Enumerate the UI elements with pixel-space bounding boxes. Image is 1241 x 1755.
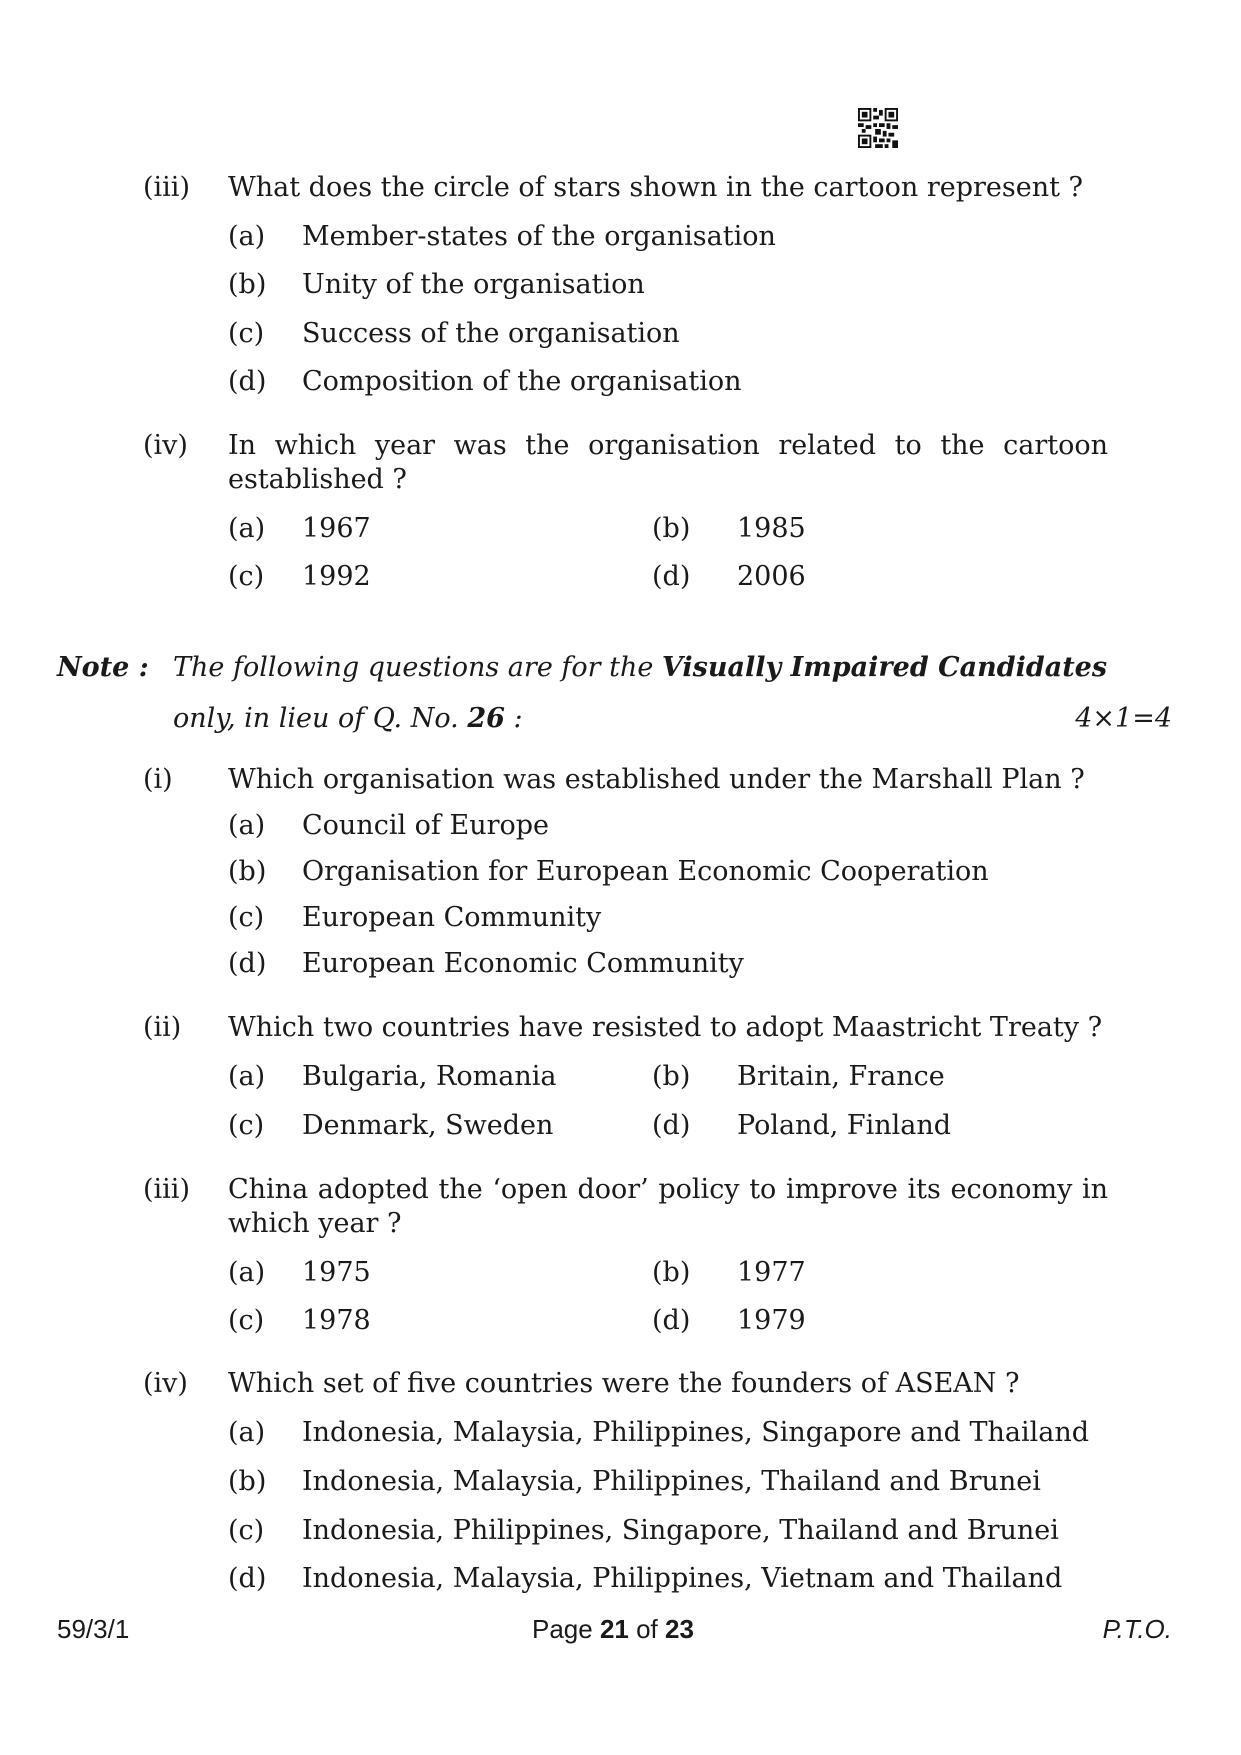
option-text: 1967: [302, 513, 371, 544]
option-label: (c): [228, 318, 265, 349]
option-label: (b): [652, 1061, 691, 1092]
note-emphasis: Visually Impaired Candidates: [661, 652, 1108, 683]
note-text: only, in lieu of Q. No.: [173, 703, 468, 734]
marks-allocation: 4×1=4: [1075, 703, 1172, 734]
question-text: What does the circle of stars shown in the cartoon represent ?: [228, 172, 1084, 203]
option-label: (c): [228, 1110, 265, 1141]
option-label: (b): [652, 513, 691, 544]
page-label: Page: [532, 1614, 600, 1644]
option-text: 1979: [737, 1305, 806, 1336]
option-label: (c): [228, 561, 265, 592]
page-number: 21: [599, 1614, 629, 1644]
option-text: Indonesia, Malaysia, Philippines, Singapore and Thailand: [302, 1417, 1090, 1448]
option-text: European Community: [302, 902, 602, 933]
option-text: Poland, Finland: [737, 1110, 952, 1141]
option-text: 1978: [302, 1305, 371, 1336]
option-text: Member-states of the organisation: [302, 221, 776, 252]
question-text: Which two countries have resisted to adopt Maastricht Treaty ?: [228, 1012, 1103, 1043]
option-label: (a): [228, 1061, 266, 1092]
note-text: The following questions are for the: [173, 652, 662, 683]
option-text: Indonesia, Malaysia, Philippines, Vietnam and Thailand: [302, 1563, 1063, 1594]
option-text: Britain, France: [737, 1061, 945, 1092]
page-indicator: [532, 1614, 694, 1645]
option-text: Success of the organisation: [302, 318, 680, 349]
option-text: Composition of the organisation: [302, 366, 742, 397]
page-label-of: of: [628, 1614, 666, 1644]
please-turn-over: P.T.O.: [1102, 1614, 1172, 1644]
option-label: (d): [652, 561, 691, 592]
option-label: (d): [652, 1110, 691, 1141]
option-label: (c): [228, 1305, 265, 1336]
page-total: 23: [665, 1614, 694, 1644]
option-label: (b): [228, 1466, 267, 1497]
question-text-line: In which year was the organisation related to the cartoon: [228, 430, 1108, 461]
question-text-line: which year ?: [228, 1208, 402, 1239]
option-label: (d): [228, 948, 267, 979]
question-text: Which set of five countries were the founders of ASEAN ?: [228, 1368, 1020, 1399]
question-number: (iii): [143, 172, 190, 203]
qr-code-icon: [858, 108, 898, 148]
option-text: 1975: [302, 1257, 371, 1288]
option-text: 2006: [737, 561, 806, 592]
option-label: (b): [228, 856, 267, 887]
option-label: (d): [228, 1563, 267, 1594]
option-label: (d): [652, 1305, 691, 1336]
question-number: (i): [143, 764, 173, 795]
question-number: (ii): [143, 1012, 182, 1043]
option-text: Indonesia, Malaysia, Philippines, Thailand and Brunei: [302, 1466, 1041, 1497]
option-text: Bulgaria, Romania: [302, 1061, 557, 1092]
option-label: (b): [228, 269, 267, 300]
option-label: (a): [228, 221, 266, 252]
option-label: (d): [228, 366, 267, 397]
note-text: :: [504, 703, 523, 734]
option-text: Unity of the organisation: [302, 269, 645, 300]
question-text-line: established ?: [228, 464, 407, 495]
option-label: (a): [228, 1417, 266, 1448]
option-text: Denmark, Sweden: [302, 1110, 554, 1141]
option-label: (a): [228, 810, 266, 841]
option-text: 1977: [737, 1257, 806, 1288]
option-text: Council of Europe: [302, 810, 550, 841]
option-label: (a): [228, 1257, 266, 1288]
note-label: Note :: [57, 652, 149, 683]
option-text: 1985: [737, 513, 806, 544]
option-text: 1992: [302, 561, 371, 592]
option-text: Indonesia, Philippines, Singapore, Thailand and Brunei: [302, 1515, 1059, 1546]
option-label: (a): [228, 513, 266, 544]
question-number: (iv): [143, 430, 188, 461]
option-label: (b): [652, 1257, 691, 1288]
option-label: (c): [228, 902, 265, 933]
option-text: Organisation for European Economic Cooperation: [302, 856, 989, 887]
question-number: (iv): [143, 1368, 188, 1399]
question-text: Which organisation was established under the Marshall Plan ?: [228, 764, 1085, 795]
option-label: (c): [228, 1515, 265, 1546]
note-line-2: [173, 703, 523, 734]
option-text: European Economic Community: [302, 948, 744, 979]
question-text-line: China adopted the ‘open door’ policy to improve its economy in: [228, 1174, 1108, 1205]
question-ref: 26: [467, 703, 505, 734]
paper-code: 59/3/1: [57, 1614, 130, 1644]
question-number: (iii): [143, 1174, 190, 1205]
note-line-1: [173, 652, 1107, 683]
